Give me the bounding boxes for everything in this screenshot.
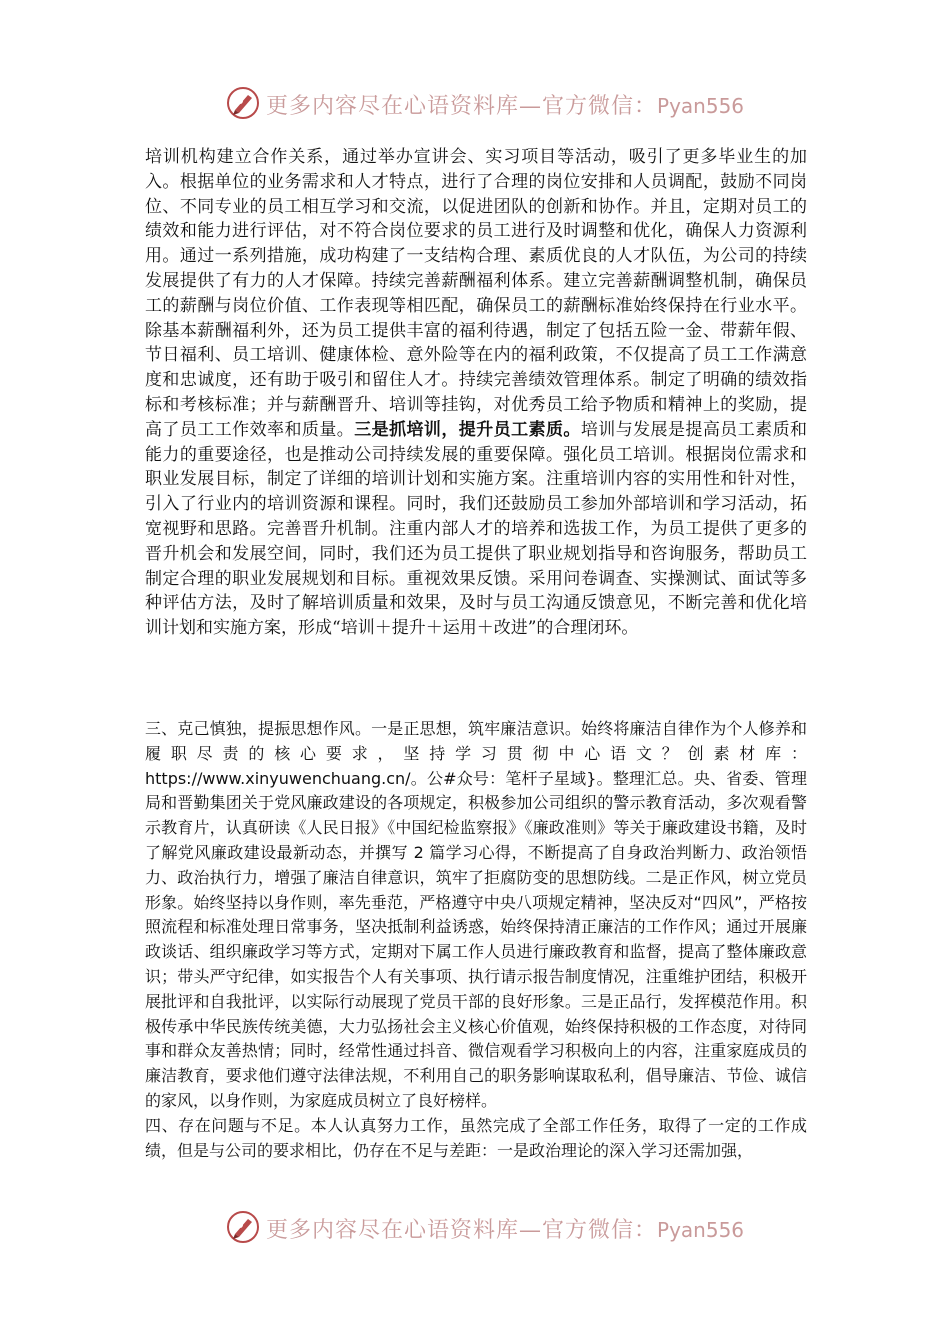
paragraph: 四、存在问题与不足。本人认真努力工作，虽然完成了全部工作任务，取得了一定的工作成绩，但是与公司的要求相比，仍存在不足与差距：一是政治理论的深入学习还需加强， bbox=[145, 1115, 807, 1160]
paragraph: 三、克己慎独，提振思想作风。一是正思想，筑牢廉洁意识。始终将廉洁自律作为个人修养和履职尽责的核心要求，坚持学习贯彻中心语文？创素材库：https://www.xinyuwenchuang.cn/。公#众号：笔杆子星域}。整理汇总。央、省委、管理局和晋勤集团关于党风廉政建设的各项规定，积极参加公司组织的警示教育活动，多次观看警示教育片，认真研读《人民日报》《中国纪检监察报》《廉政准则》等关于廉政建设书籍，及时了解党风廉政建设最新动态，并撰写 2 篇学习心得，不断提高了自身政治判断力、政治领悟力、政治执行力，增强了廉洁自律意识，筑牢了拒腐防变的思想防线。二是正作风，树立党员形象。始终坚持以身作则，率先垂范，严格遵守中央八项规定精神，坚决反对“四风”，严格按照流程和标准处理日常事务，坚决抵制利益诱惑，始终保持清正廉洁的工作作风；通过开展廉政谈话、组织廉政学习等方式，定期对下属工作人员进行廉政教育和监督，提高了整体廉政意识；带头严守纪律，如实报告个人有关事项、执行请示报告制度情况，注重维护团结，积极开展批评和自我批评，以实际行动展现了党员干部的良好形象。三是正品行，发挥模范作用。积极传承中华民族传统美德，大力弘扬社会主义核心价值观，始终保持积极的工作态度，对待同事和群众友善热情；同时，经常性通过抖音、微信观看学习积极向上的内容，注重家庭成员的廉洁教育，要求他们遵守法律法规，不利用自己的职务影响谋取私利，倡导廉洁、节俭、诚信的家风，以身作则，为家庭成员树立了良好榜样。 bbox=[145, 719, 807, 1110]
banner-wechat-id: Pyan556 bbox=[657, 1218, 745, 1242]
bold-heading-run: 三是抓培训，提升员工素质。 bbox=[354, 419, 581, 440]
pen-circle-logo-icon bbox=[226, 86, 260, 120]
header-banner bbox=[0, 84, 950, 124]
banner-text bbox=[266, 89, 744, 120]
body-section-serif bbox=[145, 145, 807, 641]
body-section-sans bbox=[145, 717, 807, 1163]
banner-label: 更多内容尽在心语资料库—官方微信： bbox=[266, 1218, 658, 1243]
banner-wechat-id: Pyan556 bbox=[657, 94, 745, 118]
banner-text bbox=[266, 1213, 744, 1244]
paragraph bbox=[145, 145, 807, 641]
footer-banner bbox=[0, 1208, 950, 1248]
text-run: 培训机构建立合作关系，通过举办宣讲会、实习项目等活动，吸引了更多毕业生的加入。根据单位的业务需求和人才特点，进行了合理的岗位安排和人员调配，鼓励不同岗位、不同专业的员工相互学习和交流，以促进团队的创新和协作。并且，定期对员工的绩效和能力进行评估，对不符合岗位要求的员工进行及时调整和优化，确保人力资源利用。通过一系列措施，成功构建了一支结构合理、素质优良的人才队伍，为公司的持续发展提供了有力的人才保障。持续完善薪酬福利体系。建立完善薪酬调整机制，确保员工的薪酬与岗位价值、工作表现等相匹配，确保员工的薪酬标准始终保持在行业水平。除基本薪酬福利外，还为员工提供丰富的福利待遇，制定了包括五险一金、带薪年假、节日福利、员工培训、健康体检、意外险等在内的福利政策，不仅提高了员工工作满意度和忠诚度，还有助于吸引和留住人才。持续完善绩效管理体系。制定了明确的绩效指标和考核标准；并与薪酬晋升、培训等挂钩，对优秀员工给予物质和精神上的奖励，提高了员工工作效率和质量。 bbox=[145, 147, 807, 440]
banner-label: 更多内容尽在心语资料库—官方微信： bbox=[266, 94, 658, 119]
pen-circle-logo-icon bbox=[226, 1210, 260, 1244]
text-run: 培训与发展是提高员工素质和能力的重要途径，也是推动公司持续发展的重要保障。强化员工培训。根据岗位需求和职业发展目标，制定了详细的培训计划和实施方案。注重培训内容的实用性和针对性，引入了行业内的培训资源和课程。同时，我们还鼓励员工参加外部培训和学习活动，拓宽视野和思路。完善晋升机制。注重内部人才的培养和选拔工作，为员工提供了更多的晋升机会和发展空间，同时，我们还为员工提供了职业规划指导和咨询服务，帮助员工制定合理的职业发展规划和目标。重视效果反馈。采用问卷调查、实操测试、面试等多种评估方法，及时了解培训质量和效果，及时与员工沟通反馈意见，不断完善和优化培训计划和实施方案，形成“培训＋提升＋运用＋改进”的合理闭环。 bbox=[145, 419, 808, 639]
